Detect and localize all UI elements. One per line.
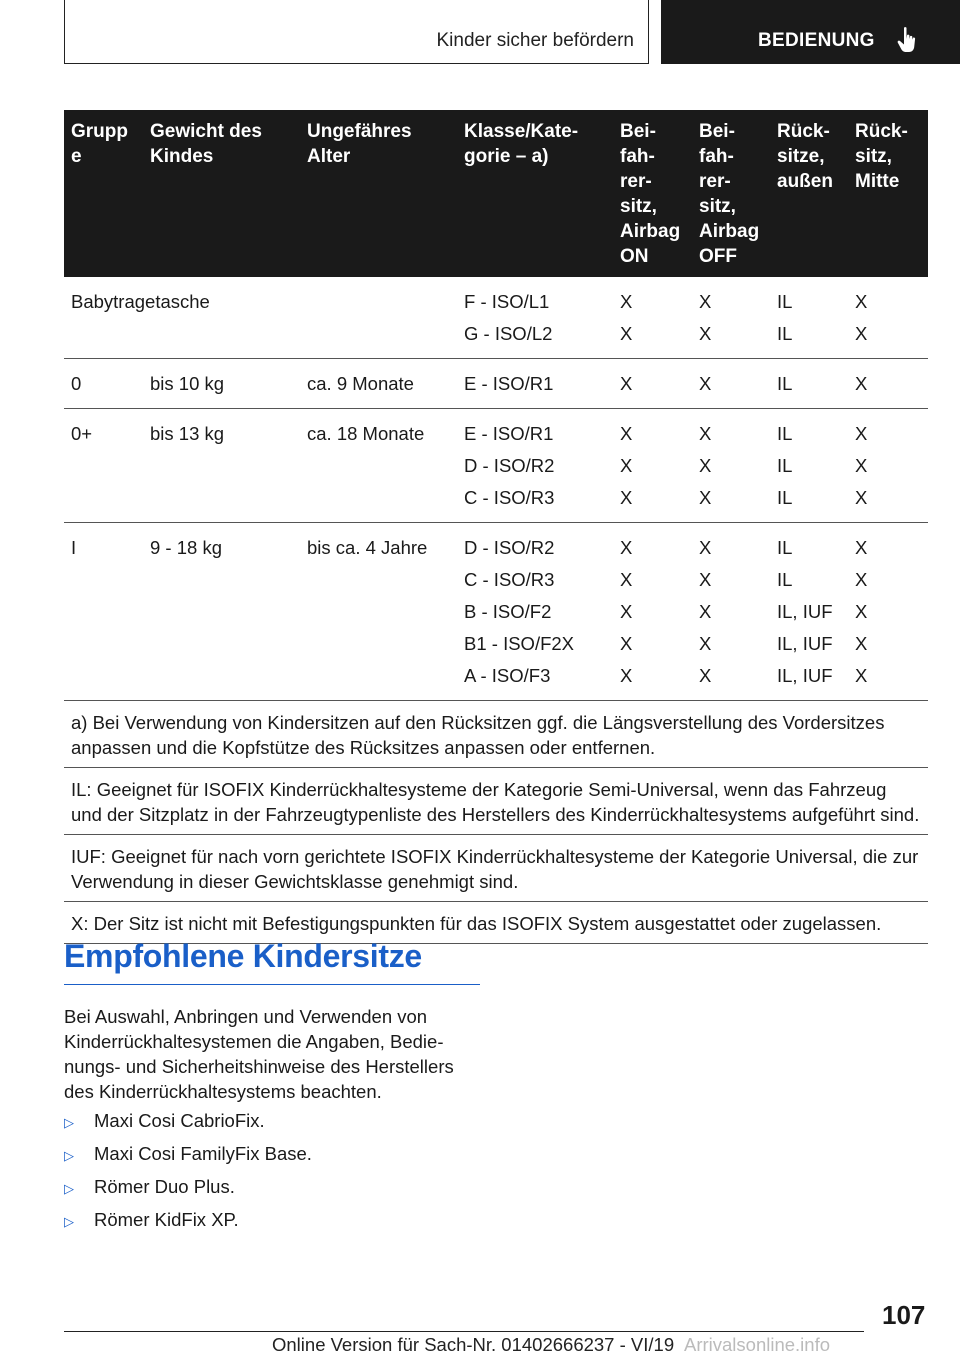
cell-on bbox=[613, 523, 692, 701]
header-chapter-box bbox=[661, 0, 960, 64]
cell-line: X bbox=[855, 569, 868, 590]
header-alter: Ungefähres Alter bbox=[300, 110, 457, 277]
cell-line: X bbox=[620, 601, 633, 622]
list-item-text: Römer KidFix XP. bbox=[94, 1209, 239, 1230]
list-item bbox=[64, 1207, 312, 1240]
note-x: X: Der Sitz ist nicht mit Befestigungspunkten für das ISOFIX System ausgestattet oder zugelassen. bbox=[64, 902, 928, 944]
cell-aussen bbox=[770, 277, 848, 359]
cell-line: A - ISO/F3 bbox=[464, 665, 551, 686]
header-gruppe: Grupp e bbox=[64, 110, 143, 277]
cell-klasse bbox=[457, 523, 613, 701]
cell-line: IL, IUF bbox=[777, 601, 833, 622]
triangle-bullet-icon: ▷ bbox=[64, 1115, 74, 1130]
cell-line: X bbox=[620, 665, 633, 686]
table-note-row bbox=[64, 701, 928, 768]
cell-line: X bbox=[699, 665, 712, 686]
cell-off bbox=[692, 523, 770, 701]
table-note-row bbox=[64, 835, 928, 902]
triangle-bullet-icon: ▷ bbox=[64, 1148, 74, 1163]
cell-line: X bbox=[620, 633, 633, 654]
note-a: a) Bei Verwendung von Kindersitzen auf den Rücksitzen ggf. die Längsverstellung des Vordersitzes anpassen und die Kopfstütze des Rücksitzes anpassen oder entfernen. bbox=[64, 701, 928, 768]
cell-aussen bbox=[770, 409, 848, 523]
cell-line: IL, IUF bbox=[777, 665, 833, 686]
cell-line: C - ISO/R3 bbox=[464, 569, 555, 590]
cell-line: X bbox=[699, 569, 712, 590]
cell-line: X bbox=[855, 323, 868, 344]
recommended-seats-list bbox=[64, 1108, 312, 1240]
cell-line: X bbox=[855, 633, 868, 654]
cell-line: IL, IUF bbox=[777, 633, 833, 654]
header-beifahrer-on: Bei- fah- rer- sitz, Airbag ON bbox=[613, 110, 692, 277]
cell-line: X bbox=[855, 665, 868, 686]
cell-line: X bbox=[855, 537, 868, 558]
cell-line: X bbox=[620, 373, 633, 394]
list-item bbox=[64, 1174, 312, 1207]
page-number: 107 bbox=[882, 1300, 926, 1330]
cell-line: B - ISO/F2 bbox=[464, 601, 552, 622]
table-note-row bbox=[64, 768, 928, 835]
cell-line: B1 - ISO/F2X bbox=[464, 633, 575, 654]
cell-line: X bbox=[620, 455, 633, 476]
cell-line: X bbox=[620, 487, 633, 508]
cell-line: E - ISO/R1 bbox=[464, 423, 554, 444]
cell-aussen bbox=[770, 359, 848, 409]
cell-line: X bbox=[855, 291, 868, 312]
triangle-bullet-icon: ▷ bbox=[64, 1214, 74, 1229]
triangle-bullet-icon: ▷ bbox=[64, 1181, 74, 1196]
cell-line: X bbox=[699, 323, 712, 344]
cell-line: C - ISO/R3 bbox=[464, 487, 555, 508]
cell-line: IL bbox=[777, 323, 793, 344]
cell-mitte bbox=[848, 277, 928, 359]
cell-line: X bbox=[699, 373, 712, 394]
cell-line: X bbox=[699, 423, 712, 444]
table-row bbox=[64, 277, 928, 359]
table-row bbox=[64, 409, 928, 523]
cell-klasse bbox=[457, 277, 613, 359]
cell-line: IL bbox=[777, 537, 793, 558]
section-title: Empfohlene Kindersitze bbox=[64, 938, 422, 974]
cell-line: X bbox=[699, 601, 712, 622]
cell-mitte bbox=[848, 409, 928, 523]
section-title-underline bbox=[64, 984, 480, 985]
header-beifahrer-off: Bei- fah- rer- sitz, Airbag OFF bbox=[692, 110, 770, 277]
cell-gruppe: Babytragetasche bbox=[64, 277, 457, 359]
cell-on bbox=[613, 409, 692, 523]
cell-gewicht: 9 - 18 kg bbox=[143, 523, 300, 701]
cell-on bbox=[613, 359, 692, 409]
cell-line: X bbox=[699, 633, 712, 654]
cell-line: X bbox=[620, 537, 633, 558]
cell-line: E - ISO/R1 bbox=[464, 373, 554, 394]
pointing-hand-icon bbox=[896, 26, 920, 54]
cell-line: X bbox=[620, 291, 633, 312]
header-section-title: Kinder sicher befördern bbox=[436, 30, 634, 51]
cell-line: X bbox=[699, 291, 712, 312]
cell-line: X bbox=[699, 455, 712, 476]
cell-line: X bbox=[620, 423, 633, 444]
footer-online-version: Online Version für Sach-Nr. 01402666237 - VI/19 bbox=[272, 1334, 675, 1355]
list-item-text: Römer Duo Plus. bbox=[94, 1176, 235, 1197]
cell-line: D - ISO/R2 bbox=[464, 455, 555, 476]
cell-line: X bbox=[620, 569, 633, 590]
header-chapter-title: BEDIENUNG bbox=[758, 30, 875, 51]
table-header-row bbox=[64, 110, 928, 277]
cell-alter: ca. 9 Monate bbox=[300, 359, 457, 409]
cell-klasse bbox=[457, 409, 613, 523]
list-item-text: Maxi Cosi FamilyFix Base. bbox=[94, 1143, 312, 1164]
header-klasse: Klasse/Kate- gorie – a) bbox=[457, 110, 613, 277]
cell-gewicht: bis 13 kg bbox=[143, 409, 300, 523]
cell-line: X bbox=[620, 323, 633, 344]
cell-line: IL bbox=[777, 487, 793, 508]
watermark: Arrivalsonline.info bbox=[684, 1334, 831, 1355]
note-il: IL: Geeignet für ISOFIX Kinderrückhaltesysteme der Kategorie Semi-Universal, wenn das Fahrzeug und der Sitzplatz in der Fahrzeugtypenliste des Herstellers des Kinderrückhaltesystems aufgeführt sind. bbox=[64, 768, 928, 835]
table-row bbox=[64, 359, 928, 409]
cell-aussen bbox=[770, 523, 848, 701]
cell-line: G - ISO/L2 bbox=[464, 323, 553, 344]
cell-line: X bbox=[855, 487, 868, 508]
cell-off bbox=[692, 409, 770, 523]
isofix-table bbox=[64, 110, 928, 944]
header-section-box bbox=[64, 0, 649, 64]
cell-klasse bbox=[457, 359, 613, 409]
cell-mitte bbox=[848, 359, 928, 409]
header-gewicht: Gewicht des Kindes bbox=[143, 110, 300, 277]
cell-line: D - ISO/R2 bbox=[464, 537, 555, 558]
cell-on bbox=[613, 277, 692, 359]
section-intro: Bei Auswahl, Anbringen und Verwenden von Kinderrückhaltesystemen die Angaben, Bedie- nungs- und Sicherheitshinweise des Herstellers des Kinderrückhaltesystems beachten. bbox=[64, 1006, 454, 1102]
cell-line: IL bbox=[777, 423, 793, 444]
cell-line: IL bbox=[777, 373, 793, 394]
cell-line: IL bbox=[777, 569, 793, 590]
cell-off bbox=[692, 359, 770, 409]
header-ruecksitze-aussen: Rück- sitze, außen bbox=[770, 110, 848, 277]
cell-line: F - ISO/L1 bbox=[464, 291, 550, 312]
cell-gewicht: bis 10 kg bbox=[143, 359, 300, 409]
cell-mitte bbox=[848, 523, 928, 701]
cell-gruppe: 0+ bbox=[64, 409, 143, 523]
cell-line: IL bbox=[777, 455, 793, 476]
cell-line: IL bbox=[777, 291, 793, 312]
note-iuf: IUF: Geeignet für nach vorn gerichtete ISOFIX Kinderrückhaltesysteme der Kategorie Universal, die zur Verwendung in dieser Gewichtsklasse genehmigt sind. bbox=[64, 835, 928, 902]
footer-rule bbox=[64, 1331, 864, 1332]
header-ruecksitz-mitte: Rück- sitz, Mitte bbox=[848, 110, 928, 277]
cell-gruppe: 0 bbox=[64, 359, 143, 409]
cell-alter: ca. 18 Monate bbox=[300, 409, 457, 523]
list-item bbox=[64, 1141, 312, 1174]
cell-gruppe: I bbox=[64, 523, 143, 701]
list-item-text: Maxi Cosi CabrioFix. bbox=[94, 1110, 265, 1131]
cell-line: X bbox=[699, 487, 712, 508]
cell-line: X bbox=[855, 455, 868, 476]
list-item bbox=[64, 1108, 312, 1141]
cell-line: X bbox=[699, 537, 712, 558]
cell-line: X bbox=[855, 601, 868, 622]
table-row bbox=[64, 523, 928, 701]
cell-line: X bbox=[855, 373, 868, 394]
cell-alter: bis ca. 4 Jahre bbox=[300, 523, 457, 701]
cell-line: X bbox=[855, 423, 868, 444]
cell-off bbox=[692, 277, 770, 359]
